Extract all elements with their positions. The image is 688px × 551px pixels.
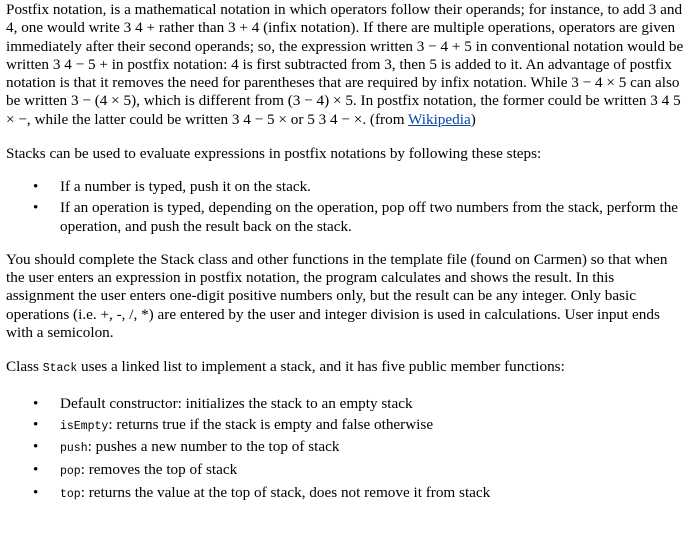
list-item (6, 461, 684, 481)
steps-list (6, 178, 684, 235)
bullet-icon: • (33, 394, 39, 412)
list-item (6, 416, 684, 436)
intro-text: Postfix notation, is a mathematical notation in which operators follow their operands; for instance, to add 3 and 4, one would write 3 4 + rather than 3 + 4 (infix notation). If there are multiple operations, operators are given immediately after their second operands; so, the expression written 3 − 4 + 5 in conventional notation would be written 3 4 − 5 + in postfix notation: 4 is first subtracted from 3, then 5 is added to it. An advantage of postfix notation is that it removes the need for parentheses that are required by infix notation. While 3 − 4 × 5 can also be written 3 − (4 × 5), which is different from (3 − 4) × 5. In postfix notation, the former could be written 3 4 5 × −, while the latter could be written 3 4 − 5 × or 5 3 4 − ×. (from (6, 1, 684, 128)
list-item (6, 395, 684, 413)
class-text-before: Class (6, 358, 43, 376)
bullet-icon: • (33, 461, 39, 479)
function-code: top (60, 488, 81, 502)
function-text: Default constructor: initializes the stack to an empty stack (60, 394, 413, 412)
intro-tail: ) (470, 110, 476, 128)
bullet-icon: • (33, 438, 39, 456)
step-text: If a number is typed, push it on the stack. (60, 178, 311, 196)
bullet-icon: • (33, 415, 39, 433)
bullet-icon: • (33, 484, 39, 502)
step-text: If an operation is typed, depending on the operation, pop off two numbers from the stack, perform the operation, and push the result back on the stack. (60, 199, 679, 235)
intro-paragraph (6, 1, 684, 129)
list-item (6, 438, 684, 458)
class-paragraph (6, 358, 684, 378)
stacks-paragraph: Stacks can be used to evaluate expressions in postfix notations by following these steps: (6, 145, 542, 163)
function-text: : returns the value at the top of stack, does not remove it from stack (80, 484, 491, 502)
list-item (6, 199, 684, 236)
function-text: : removes the top of stack (80, 461, 238, 479)
list-item (6, 484, 684, 504)
function-text: : pushes a new number to the top of stack (87, 438, 340, 456)
bullet-icon: • (33, 178, 39, 196)
function-code: pop (60, 465, 81, 479)
wikipedia-link[interactable]: Wikipedia (408, 110, 471, 128)
function-code: push (60, 442, 88, 456)
functions-list (6, 395, 684, 505)
function-code: isEmpty (60, 419, 109, 433)
bullet-icon: • (33, 199, 39, 217)
list-item (6, 178, 684, 196)
class-text-after: uses a linked list to implement a stack, and it has five public member functions: (77, 358, 565, 376)
document-page (6, 1, 684, 507)
assignment-paragraph: You should complete the Stack class and other functions in the template file (found on Carmen) so that when the user enters an expression in postfix notation, the program calculates and shows the result. In this assignment the user enters one-digit positive numbers only, but the result can be any integer. Only basic operations (i.e. +, -, /, *) are entered by the user and integer division is used in calculations. User input ends with a semicolon. (6, 250, 668, 342)
function-text: : returns true if the stack is empty and false otherwise (108, 415, 434, 433)
class-name-code: Stack (42, 362, 78, 376)
